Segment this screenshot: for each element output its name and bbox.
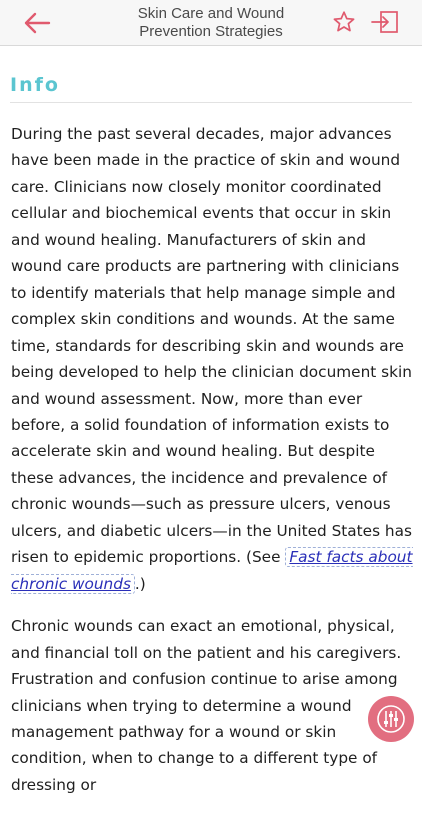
paragraph-1 [11, 121, 413, 597]
exit-door-icon [370, 10, 400, 34]
page-title [80, 5, 342, 41]
arrow-left-icon [23, 12, 51, 34]
page-title-line-1: Skin Care and Wound [137, 5, 285, 22]
section-heading: Info [10, 74, 412, 103]
exit-button[interactable] [370, 9, 400, 35]
paragraph-1-text: During the past several decades, major advances have been made in the practice of skin and wound care. Clinicians now closely monitor coordinated cellular and biochemical events that occur in skin and wound healing. Manufacturers of skin and wound care products are partnering with clinicians to identify materials that help manage simple and complex skin conditions and wounds. At the same time, standards for describing skin and wounds are being developed to help the clinician document skin and wound assessment. Now, more than ever before, a solid foundation of information exists to accelerate skin and wound healing. But despite these advances, the incidence and prevalence of chronic wounds—such as pressure ulcers, venous ulcers, and diabetic ulcers—in the United States has risen to epidemic proportions. (See [11, 125, 412, 567]
paragraph-1-end: .) [134, 574, 146, 593]
fast-facts-link[interactable]: Fast facts about chronic wounds [11, 548, 413, 593]
article-body [11, 121, 413, 814]
star-outline-icon [332, 10, 356, 34]
page-title-line-2: Prevention Strategies [139, 23, 283, 40]
paragraph-2: Chronic wounds can exact an emotional, physical, and financial toll on the patient and his caregivers. Frustration and confusion continue to arise among clinicians when trying to determine a wound management pathway for a wound or skin condition, when to change to a different type of dressing or [11, 617, 402, 794]
favorite-button[interactable] [331, 9, 357, 35]
settings-fab[interactable] [368, 696, 414, 742]
navigation-bar [0, 0, 422, 46]
sliders-icon [376, 704, 406, 734]
back-button[interactable] [22, 9, 52, 37]
